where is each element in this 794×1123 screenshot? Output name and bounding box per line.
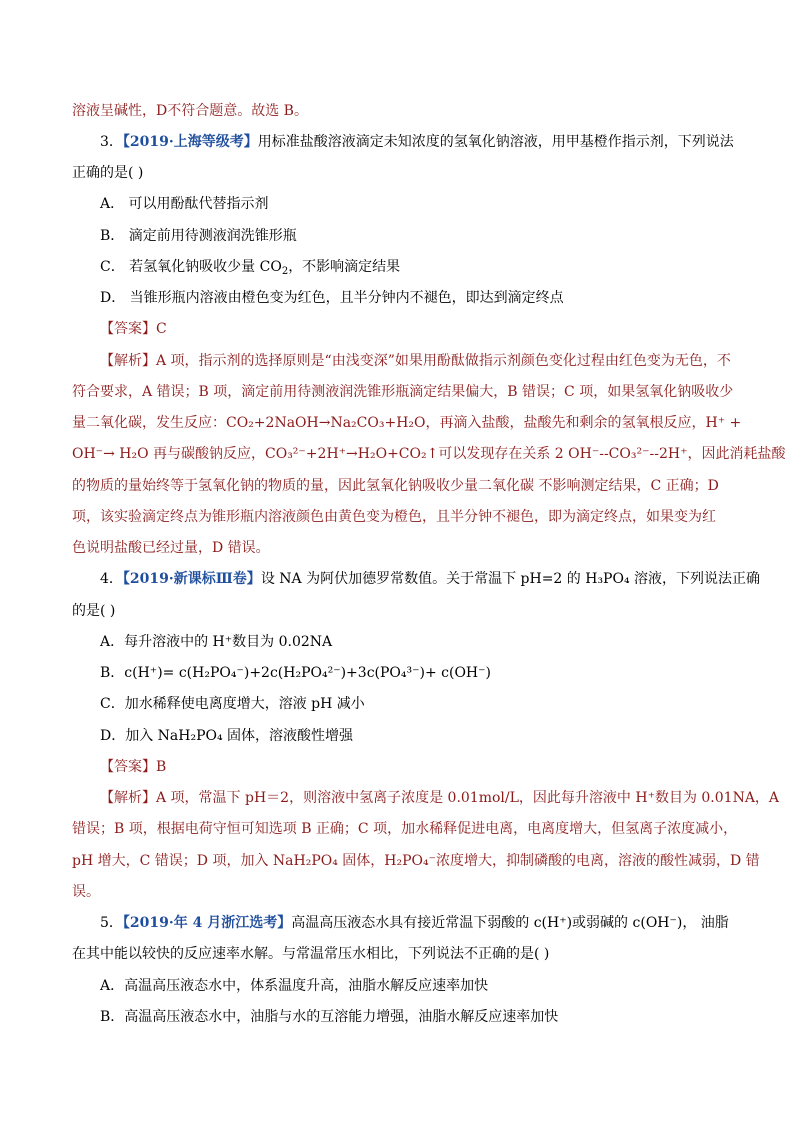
option-c-text-end: ，不影响滴定结果 [288,259,401,275]
question-5-stem-cont: 在其中能以较快的反应速率水解。与常温常压水相比，下列说法不正确的是( ) [72,946,550,962]
option-d: D． 当锥形瓶内溶液由橙色变为红色，且半分钟内不褪色，即达到滴定终点 [100,290,564,306]
question-text: 用标准盐酸溶液滴定未知浓度的氢氧化钠溶液，用甲基橙作指示剂，下列说法 [257,134,734,150]
option-c-text: C． 若氢氧化钠吸收少量 CO [100,259,282,275]
question-source: 【2019·上海等级考】 [122,134,258,150]
question-number: 3． [100,134,123,150]
answer [100,319,167,339]
option-a: A．高温高压液态水中，体系温度升高，油脂水解反应速率加快 [100,978,489,994]
question-text: 高温高压液态水具有接近常温下弱酸的 c(H⁺)或弱碱的 c(OH⁻)， 油脂 [291,915,729,931]
analysis-line: 项，该实验滴定终点为锥形瓶内溶液颜色由黄色变为橙色，且半分钟不褪色，即为滴定终点，如果变为红 [72,509,716,525]
question-5-stem [100,913,729,933]
analysis-line: 符合要求，A 错误；B 项，滴定前用待测液润洗锥形瓶滴定结果偏大，B 错误；C 项，如果氢氧化钠吸收少 [72,384,734,400]
option-b: B． 滴定前用待测液润洗锥形瓶 [100,228,297,244]
question-source: 【2019·年 4 月浙江选考】 [122,915,292,931]
analysis-line: 色说明盐酸已经过量，D 错误。 [72,540,270,556]
question-number: 5． [100,915,123,931]
option-a: A． 可以用酚酞代替指示剂 [100,196,269,212]
analysis-line: 量二氧化碳，发生反应：CO₂+2NaOH→Na₂CO₃+H₂O，再滴入盐酸，盐酸先和剩余的氢氧根反应，H⁺ + [72,415,742,431]
analysis-label: 【解析】 [100,353,156,369]
answer-label: 【答案】 [100,321,156,337]
analysis-text: A 项，指示剂的选择原则是“由浅变深”如果用酚酞做指示剂颜色变化过程由红色变为无色，不 [156,353,731,369]
analysis-line: 的物质的量始终等于氢氧化钠的物质的量，因此氢氧化钠吸收少量二氧化碳 不影响测定结果，C 正确；D [72,478,719,494]
analysis-line: 错误；B 项，根据电荷守恒可知选项 B 正确；C 项，加水稀释促进电离，电离度增大，但氢离子浓度减小， [72,821,738,837]
question-3-stem-cont: 正确的是( ) [72,165,144,181]
answer-label: 【答案】 [100,759,156,775]
option-c [100,257,400,282]
question-source: 【2019·新课标Ⅲ卷】 [122,571,261,587]
analysis-line: pH 增大，C 错误；D 项，加入 NaH₂PO₄ 固体，H₂PO₄⁻浓度增大，抑制磷酸的电离，溶液的酸性减弱，D 错 [72,853,760,869]
analysis-line [100,788,779,808]
analysis-label: 【解析】 [100,790,156,806]
option-b: B．高温高压液态水中，油脂与水的互溶能力增强，油脂水解反应速率加快 [100,1009,559,1025]
analysis-line: 误。 [72,884,100,900]
subscript: 2 [281,266,289,277]
question-text: 设 NA 为阿伏加德罗常数值。关于常温下 pH=2 的 H₃PO₄ 溶液，下列说法正确 [260,571,761,587]
question-4-stem-cont: 的是( ) [72,603,116,619]
answer-value: C [156,321,167,337]
answer [100,757,166,777]
question-number: 4． [100,571,123,587]
analysis-line: OH⁻→ H₂O 再与碳酸钠反应，CO₃²⁻+2H⁺→H₂O+CO₂↑可以发现存在关系 2 OH⁻--CO₃²⁻--2H⁺，因此消耗盐酸 [72,446,786,462]
question-4-stem [100,569,760,589]
option-b: B．c(H⁺)= c(H₂PO₄⁻)+2c(H₂PO₄²⁻)+3c(PO₄³⁻)+ c(OH⁻) [100,665,491,681]
previous-answer-tail: 溶液呈碱性，D不符合题意。故选 B。 [72,103,308,119]
option-d: D．加入 NaH₂PO₄ 固体，溶液酸性增强 [100,728,354,744]
answer-value: B [156,759,167,775]
option-a: A．每升溶液中的 H⁺数目为 0.02NA [100,634,333,650]
question-3-stem [100,132,734,152]
analysis-line [100,351,731,371]
option-c: C．加水稀释使电离度增大，溶液 pH 减小 [100,696,365,712]
analysis-text: A 项，常温下 pH＝2，则溶液中氢离子浓度是 0.01mol/L，因此每升溶液中 H⁺数目为 0.01NA，A [156,790,780,806]
